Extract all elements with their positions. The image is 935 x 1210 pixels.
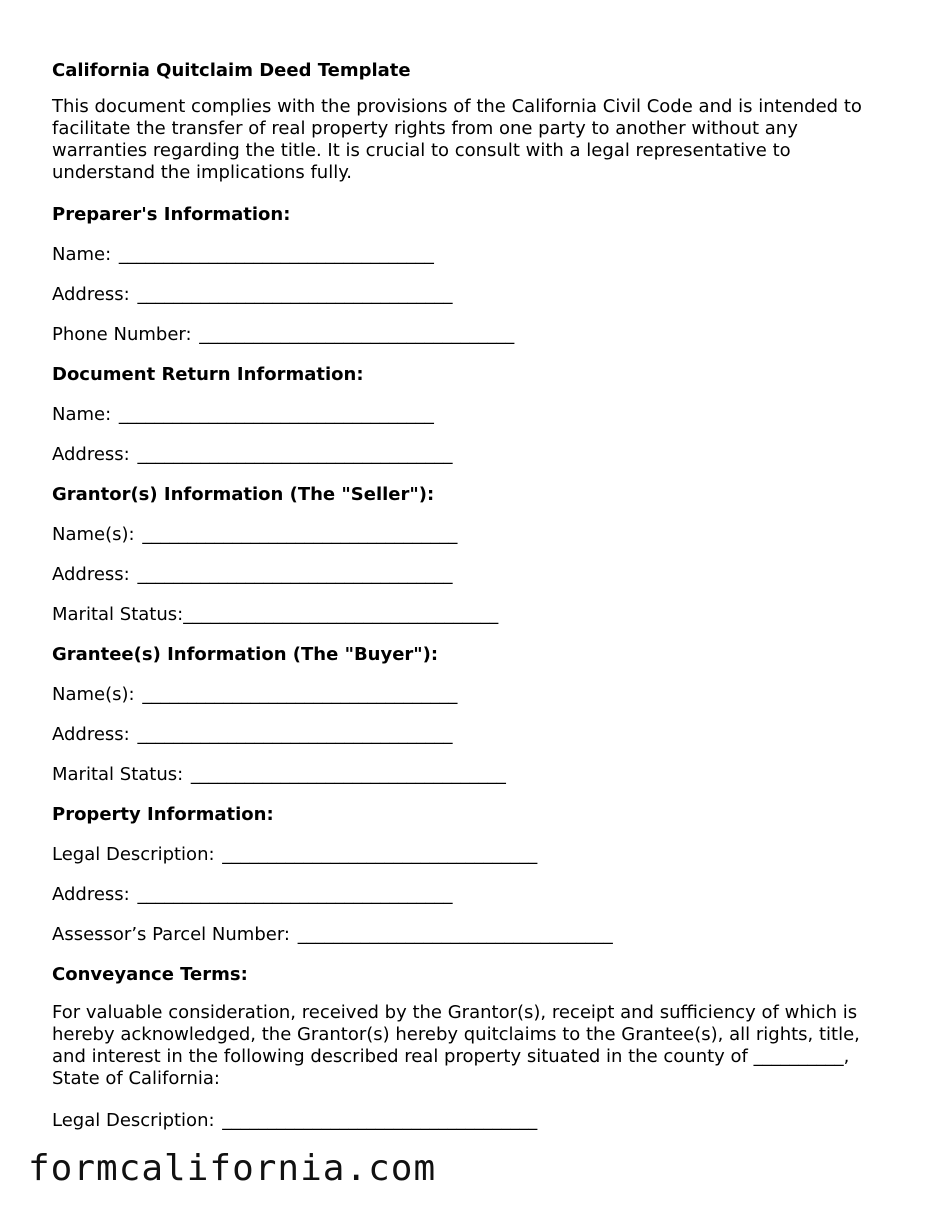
document-title: California Quitclaim Deed Template — [52, 60, 411, 81]
field-label: Legal Description: — [52, 844, 221, 865]
preparer-address-field[interactable] — [52, 282, 882, 308]
grantee-heading: Grantee(s) Information (The "Buyer"): — [52, 644, 439, 665]
field-blank-line[interactable]: ___________________________________ — [222, 844, 538, 865]
site-watermark: formcalifornia.com — [28, 1148, 437, 1189]
property-address-field[interactable] — [52, 882, 882, 908]
property-legal-field[interactable] — [52, 842, 882, 868]
field-blank-line[interactable]: ___________________________________ — [137, 724, 453, 745]
field-blank-line[interactable]: ___________________________________ — [118, 244, 434, 265]
grantor-heading: Grantor(s) Information (The "Seller"): — [52, 484, 435, 505]
field-blank-line[interactable]: ___________________________________ — [222, 1110, 538, 1131]
field-label: Address: — [52, 564, 136, 585]
return-info-heading: Document Return Information: — [52, 364, 364, 385]
field-label: Assessor’s Parcel Number: — [52, 924, 296, 945]
field-blank-line[interactable]: ___________________________________ — [183, 604, 499, 625]
field-label: Marital Status: — [52, 604, 184, 625]
field-blank-line[interactable]: ___________________________________ — [137, 444, 453, 465]
field-label: Name: — [52, 404, 117, 425]
field-blank-line[interactable]: ___________________________________ — [142, 684, 458, 705]
field-blank-line[interactable]: ___________________________________ — [142, 524, 458, 545]
field-label: Legal Description: — [52, 1110, 221, 1131]
return-address-field[interactable] — [52, 442, 882, 468]
field-label: Name(s): — [52, 524, 141, 545]
grantee-marital-field[interactable] — [52, 762, 882, 788]
grantee-address-field[interactable] — [52, 722, 882, 748]
grantee-name-field[interactable] — [52, 682, 882, 708]
field-blank-line[interactable]: ___________________________________ — [137, 284, 453, 305]
field-label: Address: — [52, 724, 136, 745]
preparer-heading: Preparer's Information: — [52, 204, 291, 225]
field-label: Address: — [52, 444, 136, 465]
field-blank-line[interactable]: ___________________________________ — [199, 324, 515, 345]
document-page — [52, 58, 882, 1148]
field-label: Phone Number: — [52, 324, 198, 345]
grantor-name-field[interactable] — [52, 522, 882, 548]
preparer-phone-field[interactable] — [52, 322, 882, 348]
field-blank-line[interactable]: ___________________________________ — [137, 884, 453, 905]
conveyance-paragraph: For valuable consideration, received by the Grantor(s), receipt and sufficiency of which is hereby acknowledged, the Grantor(s) hereby quitclaims to the Grantee(s), all rights, title, and interest in the following described real property situated in the county of __________, State of California: — [52, 1002, 860, 1089]
field-blank-line[interactable]: ___________________________________ — [118, 404, 434, 425]
return-name-field[interactable] — [52, 402, 882, 428]
field-label: Address: — [52, 284, 136, 305]
field-label: Name(s): — [52, 684, 141, 705]
preparer-name-field[interactable] — [52, 242, 882, 268]
property-apn-field[interactable] — [52, 922, 882, 948]
field-blank-line[interactable]: ___________________________________ — [297, 924, 613, 945]
property-heading: Property Information: — [52, 804, 274, 825]
intro-paragraph: This document complies with the provisions of the California Civil Code and is intended to facilitate the transfer of real property rights from one party to another without any warranties regarding the title. It is crucial to consult with a legal representative to understand the implications fully. — [52, 96, 862, 183]
field-label: Marital Status: — [52, 764, 189, 785]
field-blank-line[interactable]: ___________________________________ — [190, 764, 506, 785]
field-label: Address: — [52, 884, 136, 905]
grantor-marital-field[interactable] — [52, 602, 882, 628]
conveyance-heading: Conveyance Terms: — [52, 964, 248, 985]
field-blank-line[interactable]: ___________________________________ — [137, 564, 453, 585]
grantor-address-field[interactable] — [52, 562, 882, 588]
conveyance-legal-field[interactable] — [52, 1108, 882, 1134]
field-label: Name: — [52, 244, 117, 265]
